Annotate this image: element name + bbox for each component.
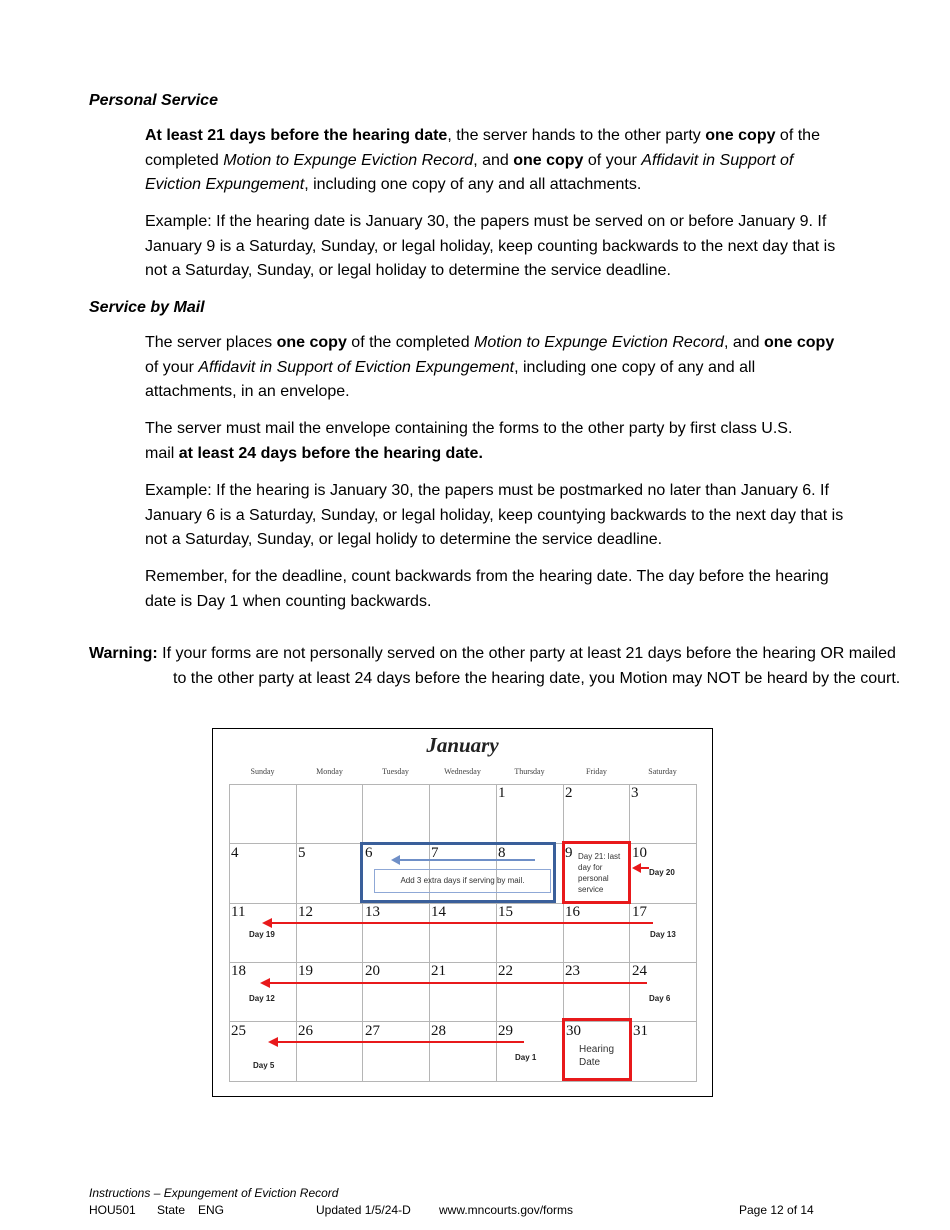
calendar-figure [212,728,713,1097]
day-number-18: 18 [231,963,246,979]
day-number-1: 1 [498,785,506,801]
day-number-3: 3 [631,785,639,801]
day1-label: Day 1 [515,1053,537,1062]
day5-label: Day 5 [253,1061,275,1070]
day-number-30: 30 [566,1023,581,1039]
hearing-date-note: Hearing Date [579,1044,615,1068]
day-number-10: 10 [632,845,647,861]
weekday-thursday: Thursday [514,767,545,776]
day21-note: Day 21: last day for personal service [578,852,621,894]
day-number-7: 7 [431,845,439,861]
day-number-28: 28 [431,1023,446,1039]
day-number-12: 12 [298,904,313,920]
footer-page-number: Page 12 of 14 [739,1203,814,1217]
footer-code: HOU501 [89,1203,136,1217]
warning-label: Warning: [89,645,158,662]
day-number-8: 8 [498,845,506,861]
day-number-31: 31 [633,1023,648,1039]
day6-label: Day 6 [649,994,671,1003]
day-number-9: 9 [565,845,573,861]
day-number-19: 19 [298,963,313,979]
day-number-24: 24 [632,963,647,979]
day-number-14: 14 [431,904,446,920]
day-number-15: 15 [498,904,513,920]
warning-paragraph: Warning: If your forms are not personally served on the other party at least 21 days before the hearing OR mailed to the other party at least 24 days before the hearing date, you Motion may NOT be heard by the court. [89,645,901,687]
weekday-monday: Monday [316,767,343,776]
day12-label: Day 12 [249,994,275,1003]
service-by-mail-example: Example: If the hearing is January 30, the papers must be postmarked no later than January 6. If January 6 is a Saturday, Sunday, or legal holiday, keep countying backwards to the next day that is not a Saturday, Sunday, or legal holidy to determine the service deadline. [145,482,844,548]
day-number-26: 26 [298,1023,313,1039]
personal-service-heading: Personal Service [89,92,218,109]
day-number-11: 11 [231,904,246,920]
weekday-tuesday: Tuesday [382,767,409,776]
day-number-23: 23 [565,963,580,979]
service-by-mail-paragraph-2: The server must mail the envelope containing the forms to the other party by first class U.S. mail at least 24 days before the hearing date. [145,420,793,462]
day-number-21: 21 [431,963,446,979]
footer-url: www.mncourts.gov/forms [439,1203,574,1217]
day-number-25: 25 [231,1023,246,1039]
personal-service-example: Example: If the hearing date is January 30, the papers must be served on or before January 9. If January 9 is a Saturday, Sunday, or legal holiday, keep counting backwards to the next day that is not a Saturday, Sunday, or legal holiday to determine the service deadline. [145,213,836,279]
service-by-mail-heading: Service by Mail [89,299,205,316]
day-number-27: 27 [365,1023,380,1039]
day-number-2: 2 [565,785,573,801]
day-number-4: 4 [231,845,239,861]
personal-service-paragraph-1: At least 21 days before the hearing date, the server hands to the other party one copy of the completed Motion to Expunge Eviction Record, and one copy of your Affidavit in Support of Eviction Expungement, including one copy of any and all attachments. [145,127,820,193]
day-number-20: 20 [365,963,380,979]
day-number-16: 16 [565,904,580,920]
day20-label: Day 20 [649,868,675,877]
footer-doc-title: Instructions – Expungement of Eviction Record [89,1186,339,1200]
service-by-mail-paragraph-1: The server places one copy of the completed Motion to Expunge Eviction Record, and one copy of your Affidavit in Support of Eviction Expungement, including one copy of any and all attachments, in an envelope. [145,334,835,400]
mail-extra-days-note: Add 3 extra days if serving by mail. [374,869,551,893]
day-number-29: 29 [498,1023,513,1039]
footer-updated: Updated 1/5/24-D [316,1203,411,1217]
day-number-17: 17 [632,904,647,920]
day-number-22: 22 [498,963,513,979]
day-number-5: 5 [298,845,306,861]
weekday-friday: Friday [586,767,607,776]
day-number-6: 6 [365,845,373,861]
service-by-mail-reminder: Remember, for the deadline, count backwards from the hearing date. The day before the hearing date is Day 1 when counting backwards. [145,568,829,610]
weekday-saturday: Saturday [648,767,677,776]
day-number-13: 13 [365,904,380,920]
day13-label: Day 13 [650,930,676,939]
calendar-title: January [426,733,499,757]
footer-lang: ENG [198,1203,225,1217]
weekday-sunday: Sunday [250,767,275,776]
footer-state: State [157,1203,186,1217]
weekday-wednesday: Wednesday [444,767,481,776]
day19-label: Day 19 [249,930,275,939]
